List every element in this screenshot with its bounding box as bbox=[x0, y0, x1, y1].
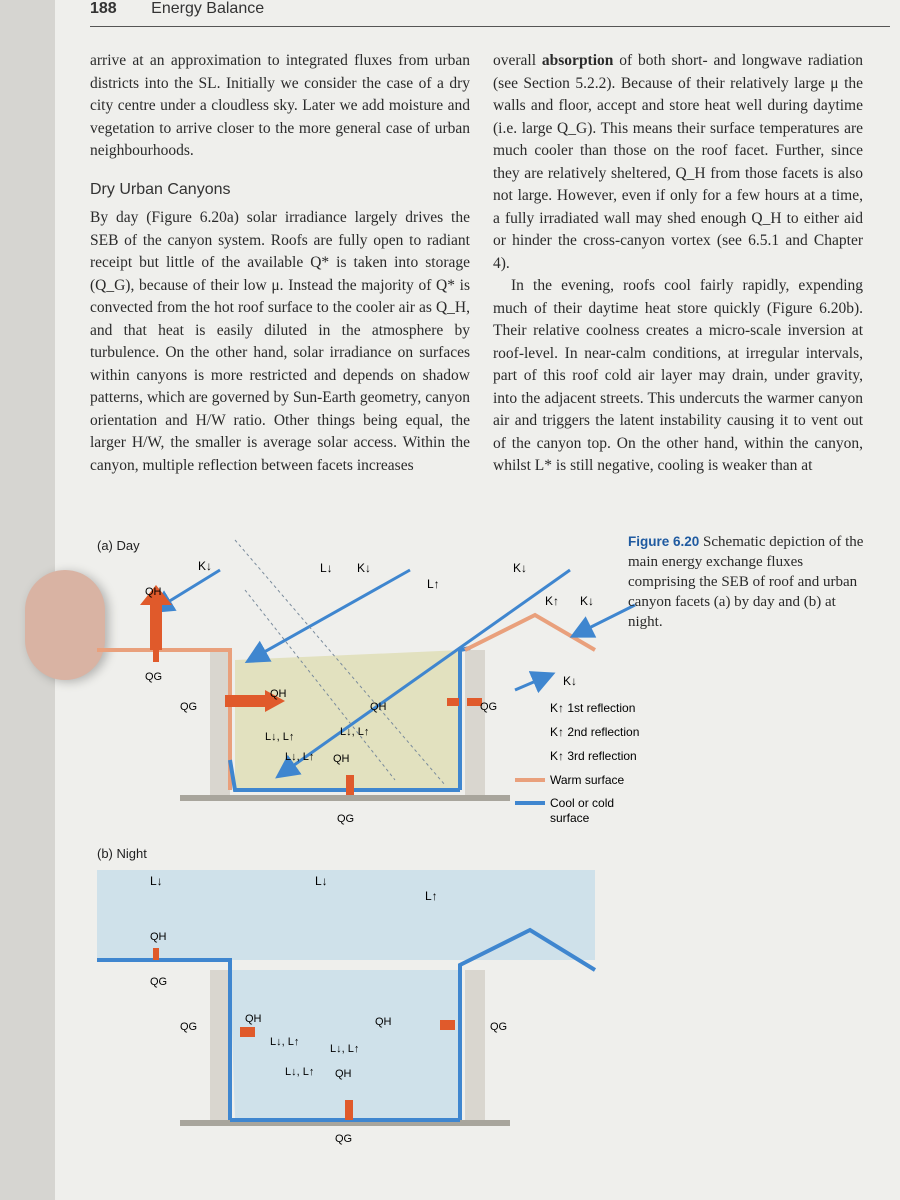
left-para-2: By day (Figure 6.20a) solar irradiance largely drives the SEB of the canyon system. Roofs are fully open to radiant receipt but little of the available Q* is taken into storage (Q_G), because of their low μ. Instead the majority of Q* is convected from the hot roof surface to the cooler air as Q_H, and that heat is easily diluted in the atmosphere by turbulence. On the other hand, solar irradiance on surfaces within canyons is more restricted and depends on shadow patterns, which are governed by Sun-Earth geometry, canyon orientation and H/W ratio. Other things being equal, the larger H/W, the smaller is average solar access. Within the canyon, multiple reflection between facets increases bbox=[90, 209, 470, 474]
night-qh-left-label: QH bbox=[245, 1013, 262, 1025]
qh-label-rwall: QH bbox=[370, 701, 387, 713]
night-right-bricks bbox=[465, 970, 485, 1120]
night-qh-roof-label: QH bbox=[150, 931, 167, 943]
panel-a-label: (a) Day bbox=[97, 538, 140, 553]
ldown-label-1: L↓ bbox=[320, 561, 333, 575]
right-para-1: overall absorption of both short- and longwave radiation (see Section 5.2.2). Because of their relatively large μ the walls and floor, accept and store heat well during daytime (i.e. large Q_G). This means their surface temperatures are much cooler than those on the roof facet. Further, since they are relatively sheltered, Q_H from those facets is also not large. However, even if only for a few hours at a time, a fully irradiated wall may shed enough Q_H to either aid or hinder the cross-canyon vortex (see 6.5.1 and Chapter 4). bbox=[493, 52, 863, 272]
left-column bbox=[90, 50, 470, 477]
kdown-canyon bbox=[250, 570, 410, 660]
qh-label-wall: QH bbox=[270, 688, 287, 700]
ll-label-3: L↓, L↑ bbox=[285, 751, 315, 763]
left-para-1: arrive at an approximation to integrated fluxes from urban districts into the SL. Initially we consider the case of a dry city centre under a cloudless sky. Later we add moisture and vegetation to arrive closer to the more general case of urban neighbourhoods. bbox=[90, 52, 470, 159]
thumb bbox=[25, 570, 105, 680]
qh-label-roof: QH bbox=[145, 586, 162, 598]
legend bbox=[515, 674, 639, 825]
caption-text: Schematic depiction of the main energy exchange fluxes comprising the SEB of roof and urban canyon facets (a) by day and (b) at night. bbox=[628, 534, 864, 630]
legend-cool-2: surface bbox=[550, 811, 590, 825]
qg-roof-arrow bbox=[153, 650, 159, 662]
kdown-label-2: K↓ bbox=[357, 561, 372, 575]
kup-label-1: K↑ bbox=[545, 594, 560, 608]
ll-label-2: L↓, L↑ bbox=[340, 726, 370, 738]
kdown-label-3: K↓ bbox=[513, 561, 528, 575]
ground bbox=[180, 795, 510, 801]
qg-label-rwall: QG bbox=[480, 701, 498, 713]
panel-b-diagram bbox=[97, 870, 595, 1145]
night-left-bricks bbox=[210, 970, 230, 1120]
qg-label-floor: QG bbox=[337, 813, 355, 825]
panel-b-label: (b) Night bbox=[97, 846, 147, 861]
night-qh-floor-label: QH bbox=[335, 1068, 352, 1080]
legend-kdown-arrow bbox=[515, 675, 550, 690]
night-ll-1: L↓, L↑ bbox=[270, 1036, 300, 1048]
page-number: 188 bbox=[90, 0, 117, 17]
right-para-2: In the evening, roofs cool fairly rapidly, expending much of their daytime heat store quickly (Figure 6.20b). Their relative coolness creates a micro-scale inversion at roof-level. In near-calm conditions, at irregular intervals, part of this roof cold air layer may drain, under gravity, into the adjacent streets. This undercuts the warmer canyon air and triggers the latent instability causing it to vent out of the canyon top. On the other hand, within the canyon, whilst L* is still negative, cooling is weaker than at bbox=[493, 277, 863, 474]
right-column bbox=[493, 50, 863, 478]
legend-cool: Cool or cold bbox=[550, 796, 615, 810]
night-qg-right-label: QG bbox=[490, 1021, 508, 1033]
page-header bbox=[90, 0, 890, 27]
qh-wall-arrow bbox=[225, 695, 270, 707]
lup-label-1: L↑ bbox=[427, 577, 440, 591]
figure-caption bbox=[628, 532, 868, 632]
kdown-label-4: K↓ bbox=[580, 594, 595, 608]
qg-label-wall: QG bbox=[180, 701, 198, 713]
figure-6-20 bbox=[95, 530, 640, 1170]
legend-warm: Warm surface bbox=[550, 773, 625, 787]
qh-label-floor: QH bbox=[333, 753, 350, 765]
night-ll-2: L↓, L↑ bbox=[330, 1043, 360, 1055]
kdown-label-1: K↓ bbox=[198, 559, 213, 573]
chapter-title: Energy Balance bbox=[151, 0, 265, 17]
legend-2nd: K↑ 2nd reflection bbox=[550, 725, 640, 739]
night-lup-1: L↑ bbox=[425, 889, 438, 903]
qg-label-roof: QG bbox=[145, 671, 163, 683]
night-ldown-1: L↓ bbox=[150, 874, 163, 888]
night-qg-left-label: QG bbox=[180, 1021, 198, 1033]
bold-term: absorption bbox=[541, 52, 614, 69]
ll-label-1: L↓, L↑ bbox=[265, 731, 295, 743]
night-qh-right bbox=[440, 1020, 455, 1030]
night-qh-left bbox=[240, 1027, 255, 1037]
right-wall-bricks bbox=[465, 650, 485, 795]
night-qg-floor-label: QG bbox=[335, 1133, 353, 1145]
qh-right-wall bbox=[447, 698, 459, 706]
section-subheading: Dry Urban Canyons bbox=[90, 180, 231, 198]
legend-3rd: K↑ 3rd reflection bbox=[550, 749, 637, 763]
legend-1st: K↑ 1st reflection bbox=[550, 701, 636, 715]
qg-floor bbox=[346, 775, 354, 795]
night-qh-right-label: QH bbox=[375, 1016, 392, 1028]
night-qh-floor bbox=[345, 1100, 353, 1120]
night-ldown-2: L↓ bbox=[315, 874, 328, 888]
qh-roof-arrow bbox=[150, 600, 162, 650]
book-page bbox=[55, 0, 900, 1200]
caption-label: Figure 6.20 bbox=[628, 534, 700, 549]
right-roof-warm bbox=[465, 615, 595, 650]
night-roof-qh bbox=[153, 948, 159, 960]
night-qg-roof-label: QG bbox=[150, 976, 168, 988]
kdown-right-roof bbox=[575, 605, 635, 635]
left-wall-bricks bbox=[210, 650, 230, 795]
legend-kdown: K↓ bbox=[563, 674, 578, 688]
night-ll-3: L↓, L↑ bbox=[285, 1066, 315, 1078]
night-sky bbox=[97, 870, 595, 960]
